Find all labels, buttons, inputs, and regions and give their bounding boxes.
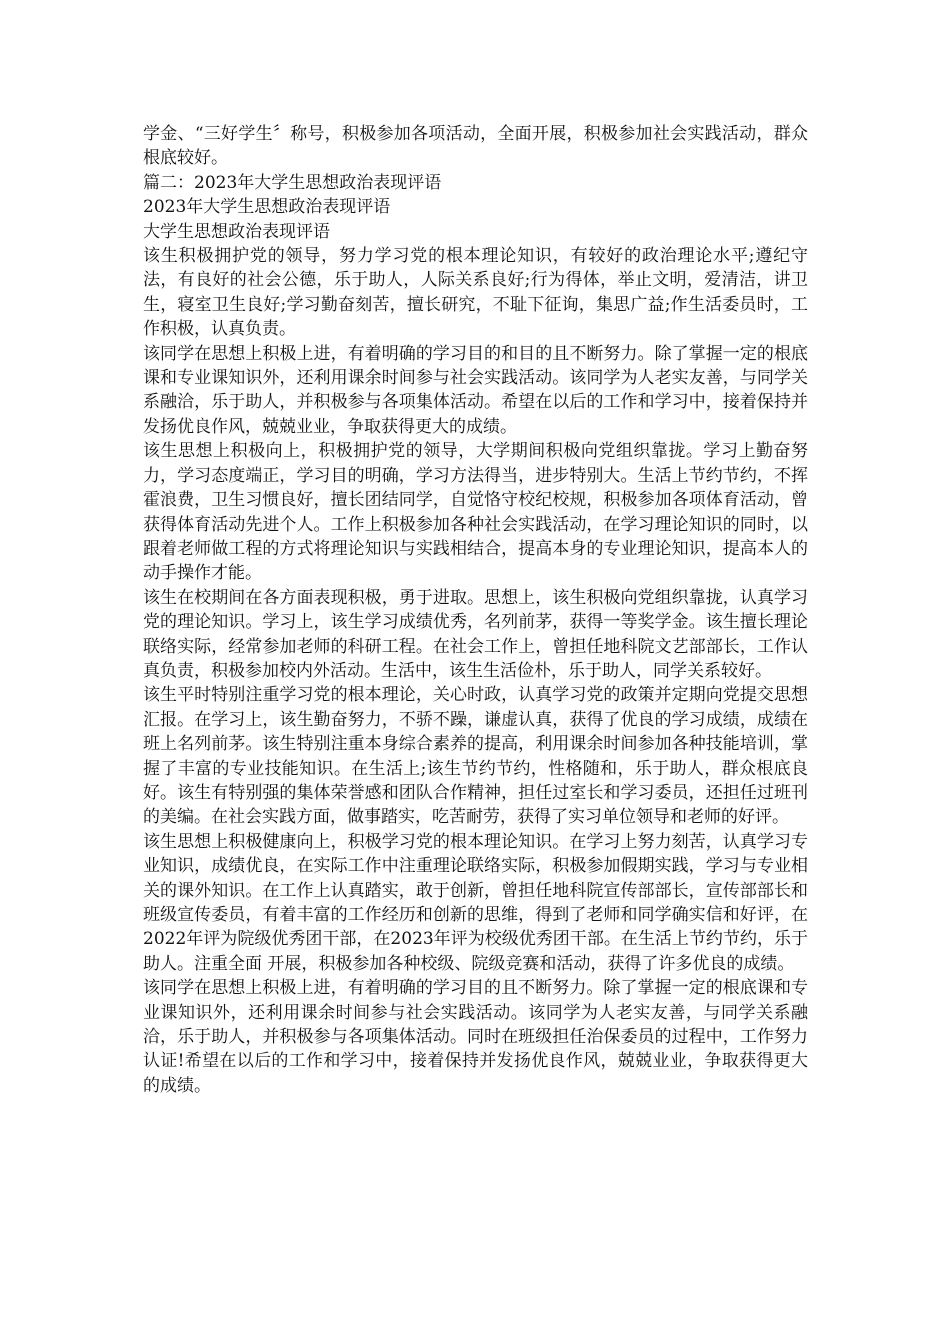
evaluation-paragraph: 该同学在思想上积极上进，有着明确的学习目的和目的且不断努力。除了掌握一定的根底课和专业课知识外，还利用课余时间参与社会实践活动。该同学为人老实友善，与同学关系融洽，乐于助人，并积极参与各项集体活动。希望在以后的工作和学习中，接着保持并发扬优良作风，兢兢业业，争取获得更大的成绩。 <box>143 343 808 437</box>
document-subtitle: 大学生思想政治表现评语 <box>143 221 330 242</box>
evaluation-paragraph: 该生思想上积极健康向上，积极学习党的根本理论知识。在学习上努力刻苦，认真学习专业知识，成绩优良，在实际工作中注重理论联络实际，积极参加假期实践，学习与专业相关的课外知识。在工作上认真踏实，敢于创新，曾担任地科院宣传部部长，宣传部部长和班级宣传委员，有着丰富的工作经历和创新的思维，得到了老师和同学确实信和好评，在2022年评为院级优秀团干部，在2023年评为校级优秀团干部。在生活上节约节约，乐于助人。注重全面 开展，积极参加各种校级、院级竞赛和活动，获得了许多优良的成绩。 <box>143 831 808 974</box>
evaluation-paragraph: 该生积极拥护党的领导，努力学习党的根本理论知识，有较好的政治理论水平;遵纪守法，有良好的社会公德，乐于助人，人际关系良好;行为得体，举止文明，爱清洁，讲卫生，寝室卫生良好;学习勤奋刻苦，擅长研究，不耻下征询，集思广益;作生活委员时，工作积极，认真负责。 <box>143 246 808 340</box>
document-title: 2023年大学生思想政治表现评语 <box>143 197 391 218</box>
evaluation-paragraph: 该生平时特别注重学习党的根本理论，关心时政，认真学习党的政策并定期向党提交思想汇报。在学习上，该生勤奋努力，不骄不躁，谦虚认真，获得了优良的学习成绩，成绩在班上名列前茅。该生特别注重本身综合素养的提高，利用课余时间参加各种技能培训，掌握了丰富的专业技能知识。在生活上;该生节约节约，性格随和，乐于助人，群众根底良好。该生有特别强的集体荣誉感和团队合作精神，担任过室长和学习委员，还担任过班刊的美编。在社会实践方面，做事踏实，吃苦耐劳，获得了实习单位领导和老师的好评。 <box>143 685 808 828</box>
evaluation-paragraph: 该生在校期间在各方面表现积极，勇于进取。思想上，该生积极向党组织靠拢，认真学习党的理论知识。学习上，该生学习成绩优秀，名列前茅，获得一等奖学金。该生擅长理论联络实际，经常参加老师的科研工程。在社会工作上，曾担任地科院文艺部部长，工作认真负责，积极参加校内外活动。生活中，该生生活俭朴，乐于助人，同学关系较好。 <box>143 587 808 681</box>
section-heading: 篇二：2023年大学生思想政治表现评语 <box>143 172 442 193</box>
evaluation-paragraph: 该同学在思想上积极上进，有着明确的学习目的且不断努力。除了掌握一定的根底课和专业课知识外，还利用课余时间参与社会实践活动。该同学为人老实友善，与同学关系融洽，乐于助人，并积极参与各项集体活动。同时在班级担任治保委员的过程中，工作努力认证!希望在以后的工作和学习中，接着保持并发扬优良作风，兢兢业业，争取获得更大的成绩。 <box>143 978 808 1096</box>
document-body <box>143 122 808 1098</box>
paragraph-continuation: 学金、“三好学生〞称号，积极参加各项活动，全面开展，积极参加社会实践活动，群众根底较好。 <box>143 124 808 169</box>
evaluation-paragraph: 该生思想上积极向上，积极拥护党的领导，大学期间积极向党组织靠拢。学习上勤奋努力，学习态度端正，学习目的明确，学习方法得当，进步特别大。生活上节约节约，不挥霍浪费，卫生习惯良好，擅长团结同学，自觉恪守校纪校规，积极参加各项体育活动，曾获得体育活动先进个人。工作上积极参加各种社会实践活动，在学习理论知识的同时，以跟着老师做工程的方式将理论知识与实践相结合，提高本身的专业理论知识，提高本人的动手操作才能。 <box>143 441 808 584</box>
